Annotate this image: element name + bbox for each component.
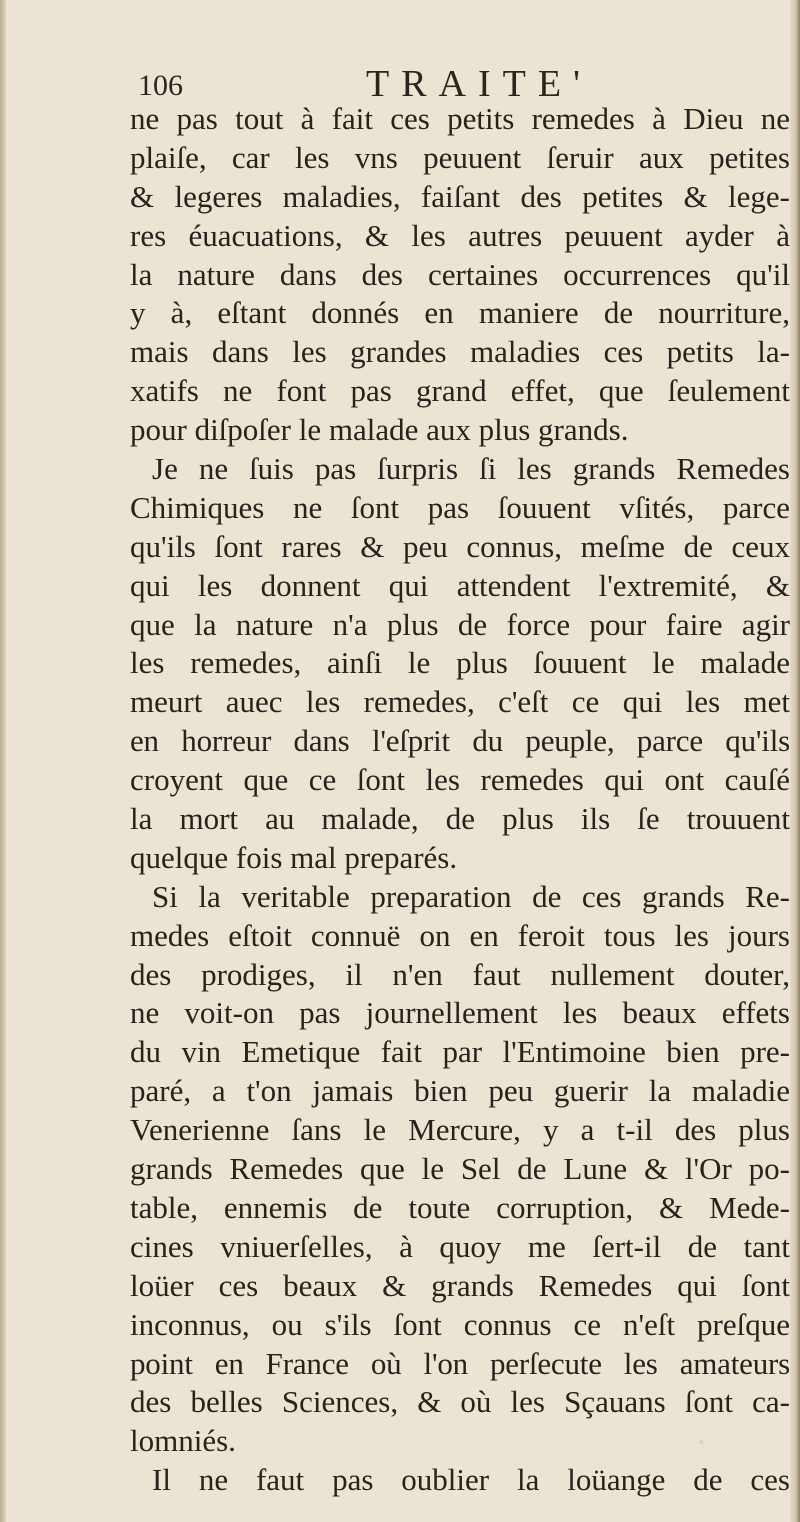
text-line: lomniés. (130, 1423, 236, 1459)
text-line: Venerienne ſans le Mercure, y a t-il des plus (130, 1112, 790, 1148)
text-line: loüer ces beaux & grands Remedes qui ſont (130, 1267, 790, 1303)
text-line: ne voit-on pas journellement les beaux effets (130, 995, 790, 1031)
text-line: y à, eſtant donnés en maniere de nourriture, (130, 295, 790, 331)
paragraph-2 (130, 450, 790, 878)
paper-speckle (700, 1440, 703, 1444)
text-line: medes eſtoit connuë on en feroit tous les jours (130, 917, 790, 953)
text-line: ne pas tout à fait ces petits remedes à Dieu ne (130, 101, 790, 136)
text-line: Chimiques ne ſont pas ſouuent vſités, parce (130, 489, 790, 525)
text-line: cines vniuerſelles, à quoy me ſert-il de tant (130, 1228, 790, 1264)
running-title: TRAITE' (366, 63, 592, 105)
text-line: croyent que ce ſont les remedes qui ont cauſé (130, 762, 790, 798)
text-line: point en France où l'on perſecute les amateurs (130, 1345, 790, 1381)
page-gutter-shadow (0, 0, 6, 1522)
text-line: la mort au malade, de plus ils ſe trouuent (130, 801, 790, 837)
paper-speckle (260, 1470, 264, 1473)
text-line: inconnus, ou s'ils ſont connus ce n'eſt preſque (130, 1306, 790, 1342)
text-body (130, 100, 790, 1500)
text-line: mais dans les grandes maladies ces petits la- (130, 334, 790, 370)
page-number: 106 (138, 69, 183, 102)
text-line: Il ne faut pas oublier la loüange de ces (152, 1462, 790, 1498)
text-line: qui les donnent qui attendent l'extremité, & (130, 567, 790, 603)
text-line: quelque fois mal preparés. (130, 839, 458, 875)
text-line: xatifs ne font pas grand effet, que ſeulement (130, 373, 790, 409)
paper-speckle (520, 1010, 523, 1013)
text-line: Si la veritable preparation de ces grands Re- (152, 878, 790, 914)
text-line: res éuacuations, & les autres peuuent ayder à (130, 217, 790, 253)
text-line: du vin Emetique fait par l'Entimoine bien pre- (130, 1034, 790, 1070)
text-line: plaiſe, car les vns peuuent ſeruir aux petites (130, 139, 790, 175)
paragraph-4 (130, 1461, 790, 1500)
text-line: la nature dans des certaines occurrences qu'il (130, 256, 790, 292)
text-line: paré, a t'on jamais bien peu guerir la maladie (130, 1073, 790, 1109)
text-line: qu'ils ſont rares & peu connus, meſme de ceux (130, 528, 790, 564)
text-line: & legeres maladies, faiſant des petites & lege- (130, 178, 790, 214)
text-line: des belles Sciences, & où les Sçauans ſont ca- (130, 1384, 790, 1420)
page-edge-shadow (790, 0, 800, 1522)
paragraph-1 (130, 100, 790, 450)
text-line: que la nature n'a plus de force pour faire agir (130, 606, 790, 642)
text-line: Je ne ſuis pas ſurpris ſi les grands Remedes (152, 451, 790, 487)
text-line: les remedes, ainſi le plus ſouuent le malade (130, 645, 790, 681)
text-line: grands Remedes que le Sel de Lune & l'Or po- (130, 1151, 790, 1187)
text-line: table, ennemis de toute corruption, & Mede- (130, 1189, 790, 1225)
text-line: pour diſpoſer le malade aux plus grands. (130, 412, 629, 448)
text-line: meurt auec les remedes, c'eſt ce qui les met (130, 684, 790, 720)
paragraph-3 (130, 878, 790, 1461)
text-line: des prodiges, il n'en faut nullement douter, (130, 956, 790, 992)
text-line: en horreur dans l'eſprit du peuple, parce qu'ils (130, 723, 790, 759)
